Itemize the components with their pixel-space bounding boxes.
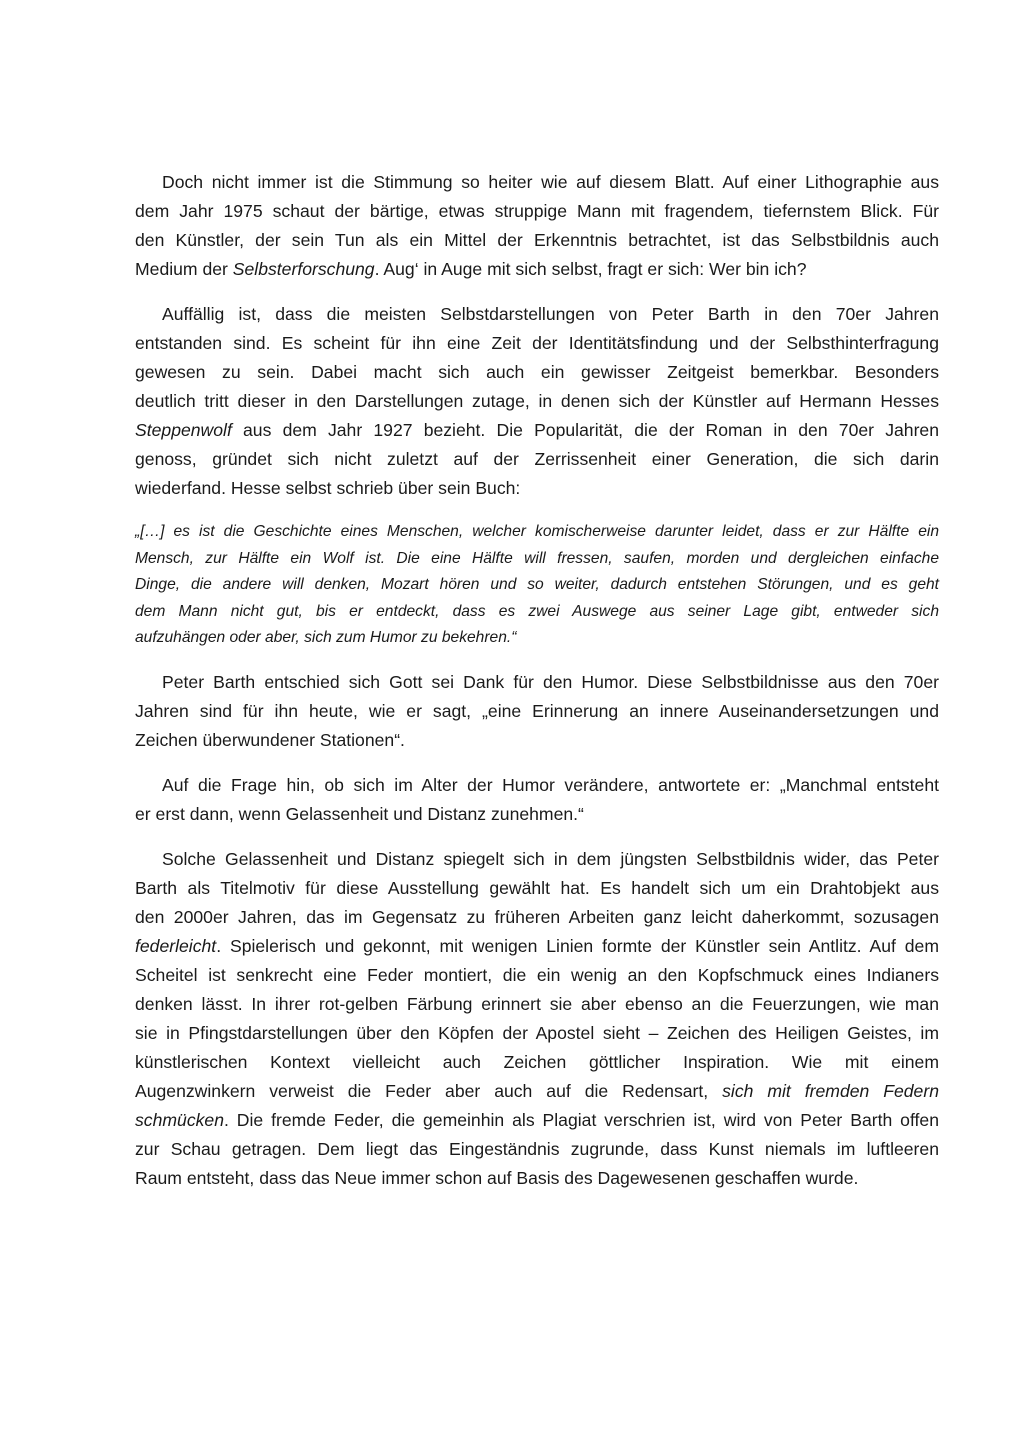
text-line	[135, 668, 939, 697]
text-run: den Künstler, der sein Tun als ein Mittel der Erkenntnis betrachtet, ist das Selbstbildnis auch	[135, 230, 939, 250]
text-run: aus dem Jahr 1927 bezieht. Die Popularität, die der Roman in den 70er Jahren	[231, 420, 939, 440]
text-run: Auf die Frage hin, ob sich im Alter der Humor verändere, antwortete er: „Manchmal entsteht	[162, 774, 939, 795]
text-line	[135, 1164, 939, 1193]
text-run: Barth als Titelmotiv für diese Ausstellung gewählt hat. Es handelt sich um ein Drahtobjekt aus	[135, 877, 939, 898]
text-line	[135, 1106, 939, 1135]
text-line	[135, 474, 939, 503]
italic-text-run: schmücken	[135, 1109, 224, 1130]
text-line	[135, 1077, 939, 1106]
body-text-after-quote	[135, 668, 939, 1193]
text-line	[135, 168, 939, 197]
text-line	[135, 358, 939, 387]
text-line	[135, 445, 939, 474]
document-page	[135, 168, 939, 1209]
text-run: Solche Gelassenheit und Distanz spiegelt sich in dem jüngsten Selbstbildnis wider, das Peter	[162, 848, 939, 869]
paragraph	[135, 845, 939, 1193]
text-line	[135, 771, 939, 800]
text-line	[135, 961, 939, 990]
quote-line: Dinge, die andere will denken, Mozart hören und so weiter, dadurch entstehen Störungen, und es geht	[135, 576, 939, 593]
text-run: entstanden sind. Es scheint für ihn eine Zeit der Identitätsfindung und der Selbsthinterfragung	[135, 333, 939, 353]
paragraph	[135, 771, 939, 829]
text-run: Jahren sind für ihn heute, wie er sagt, „eine Erinnerung an innere Auseinandersetzungen und	[135, 700, 939, 721]
text-run: . Aug‘ in Auge mit sich selbst, fragt er sich: Wer bin ich?	[374, 259, 807, 279]
text-run: Auffällig ist, dass die meisten Selbstdarstellungen von Peter Barth in den 70er Jahren	[162, 304, 939, 324]
text-line	[135, 874, 939, 903]
text-run: wiederfand. Hesse selbst schrieb über sein Buch:	[135, 478, 521, 498]
quote-line: Mensch, zur Hälfte ein Wolf ist. Die eine Hälfte will fressen, saufen, morden und dergleichen einfache	[135, 549, 939, 567]
paragraph	[135, 168, 939, 284]
text-run: dem Jahr 1975 schaut der bärtige, etwas struppige Mann mit fragendem, tiefernstem Blick. Für	[135, 201, 939, 221]
block-quote	[135, 519, 939, 652]
text-run: Scheitel ist senkrecht eine Feder montiert, die ein wenig an den Kopfschmuck eines Indianers	[135, 964, 939, 985]
text-line	[135, 697, 939, 726]
text-run: Raum entsteht, dass das Neue immer schon auf Basis des Dagewesenen geschaffen wurde.	[135, 1167, 859, 1188]
text-run: denken lässt. In ihrer rot-gelben Färbung erinnert sie aber ebenso an die Feuerzungen, wie man	[135, 993, 939, 1014]
text-run: gewesen zu sein. Dabei macht sich auch ein gewisser Zeitgeist bemerkbar. Besonders	[135, 362, 939, 382]
paragraph	[135, 300, 939, 503]
text-line	[135, 387, 939, 416]
text-run: künstlerischen Kontext vielleicht auch Zeichen göttlicher Inspiration. Wie mit einem	[135, 1051, 939, 1072]
text-line	[135, 255, 939, 284]
text-run: . Die fremde Feder, die gemeinhin als Plagiat verschrien ist, wird von Peter Barth offen	[223, 1109, 939, 1130]
text-run: sie in Pfingstdarstellungen über den Köpfen der Apostel sieht – Zeichen des Heiligen Geistes, im	[135, 1022, 939, 1043]
text-run: Medium der	[135, 259, 233, 279]
paragraph	[135, 668, 939, 755]
text-run: den 2000er Jahren, das im Gegensatz zu früheren Arbeiten ganz leicht daherkommt, sozusagen	[135, 906, 939, 927]
text-line	[135, 329, 939, 358]
text-line	[135, 226, 939, 255]
text-line	[135, 932, 939, 961]
text-line	[135, 990, 939, 1019]
quote-line: dem Mann nicht gut, bis er entdeckt, dass es zwei Auswege aus seiner Lage gibt, entweder sich	[135, 602, 939, 620]
text-run: Zeichen überwundener Stationen“.	[135, 729, 405, 750]
text-line	[135, 1135, 939, 1164]
text-line	[135, 1019, 939, 1048]
text-run: . Spielerisch und gekonnt, mit wenigen Linien formte der Künstler sein Antlitz. Auf dem	[216, 935, 939, 956]
text-line	[135, 197, 939, 226]
italic-text-run: Selbsterforschung	[232, 259, 375, 279]
text-run: genoss, gründet sich nicht zuletzt auf der Zerrissenheit einer Generation, die sich darin	[135, 449, 939, 469]
text-run: Doch nicht immer ist die Stimmung so heiter wie auf diesem Blatt. Auf einer Lithographie aus	[162, 172, 939, 192]
text-line	[135, 845, 939, 874]
text-run: er erst dann, wenn Gelassenheit und Distanz zunehmen.“	[135, 803, 584, 824]
text-line	[135, 1048, 939, 1077]
text-line	[135, 800, 939, 829]
body-text-before-quote	[135, 168, 939, 503]
text-run: Peter Barth entschied sich Gott sei Dank für den Humor. Diese Selbstbildnisse aus den 70er	[162, 671, 939, 692]
text-run: deutlich tritt dieser in den Darstellungen zutage, in denen sich der Künstler auf Hermann Hesses	[135, 391, 939, 411]
text-line	[135, 416, 939, 445]
italic-text-run: Steppenwolf	[135, 420, 232, 440]
quote-line: „[…] es ist die Geschichte eines Menschen, welcher komischerweise darunter leidet, dass er zur Hälfte ein	[135, 523, 939, 540]
text-run: zur Schau getragen. Dem liegt das Eingeständnis zugrunde, dass Kunst niemals im luftleeren	[135, 1138, 939, 1159]
italic-text-run: sich mit fremden Federn	[722, 1080, 939, 1101]
quote-line: aufzuhängen oder aber, sich zum Humor zu bekehren.“	[135, 629, 517, 646]
text-line	[135, 300, 939, 329]
text-line	[135, 903, 939, 932]
italic-text-run: federleicht	[135, 935, 217, 956]
text-run: Augenzwinkern verweist die Feder aber auch auf die Redensart,	[135, 1080, 723, 1101]
text-line	[135, 726, 939, 755]
